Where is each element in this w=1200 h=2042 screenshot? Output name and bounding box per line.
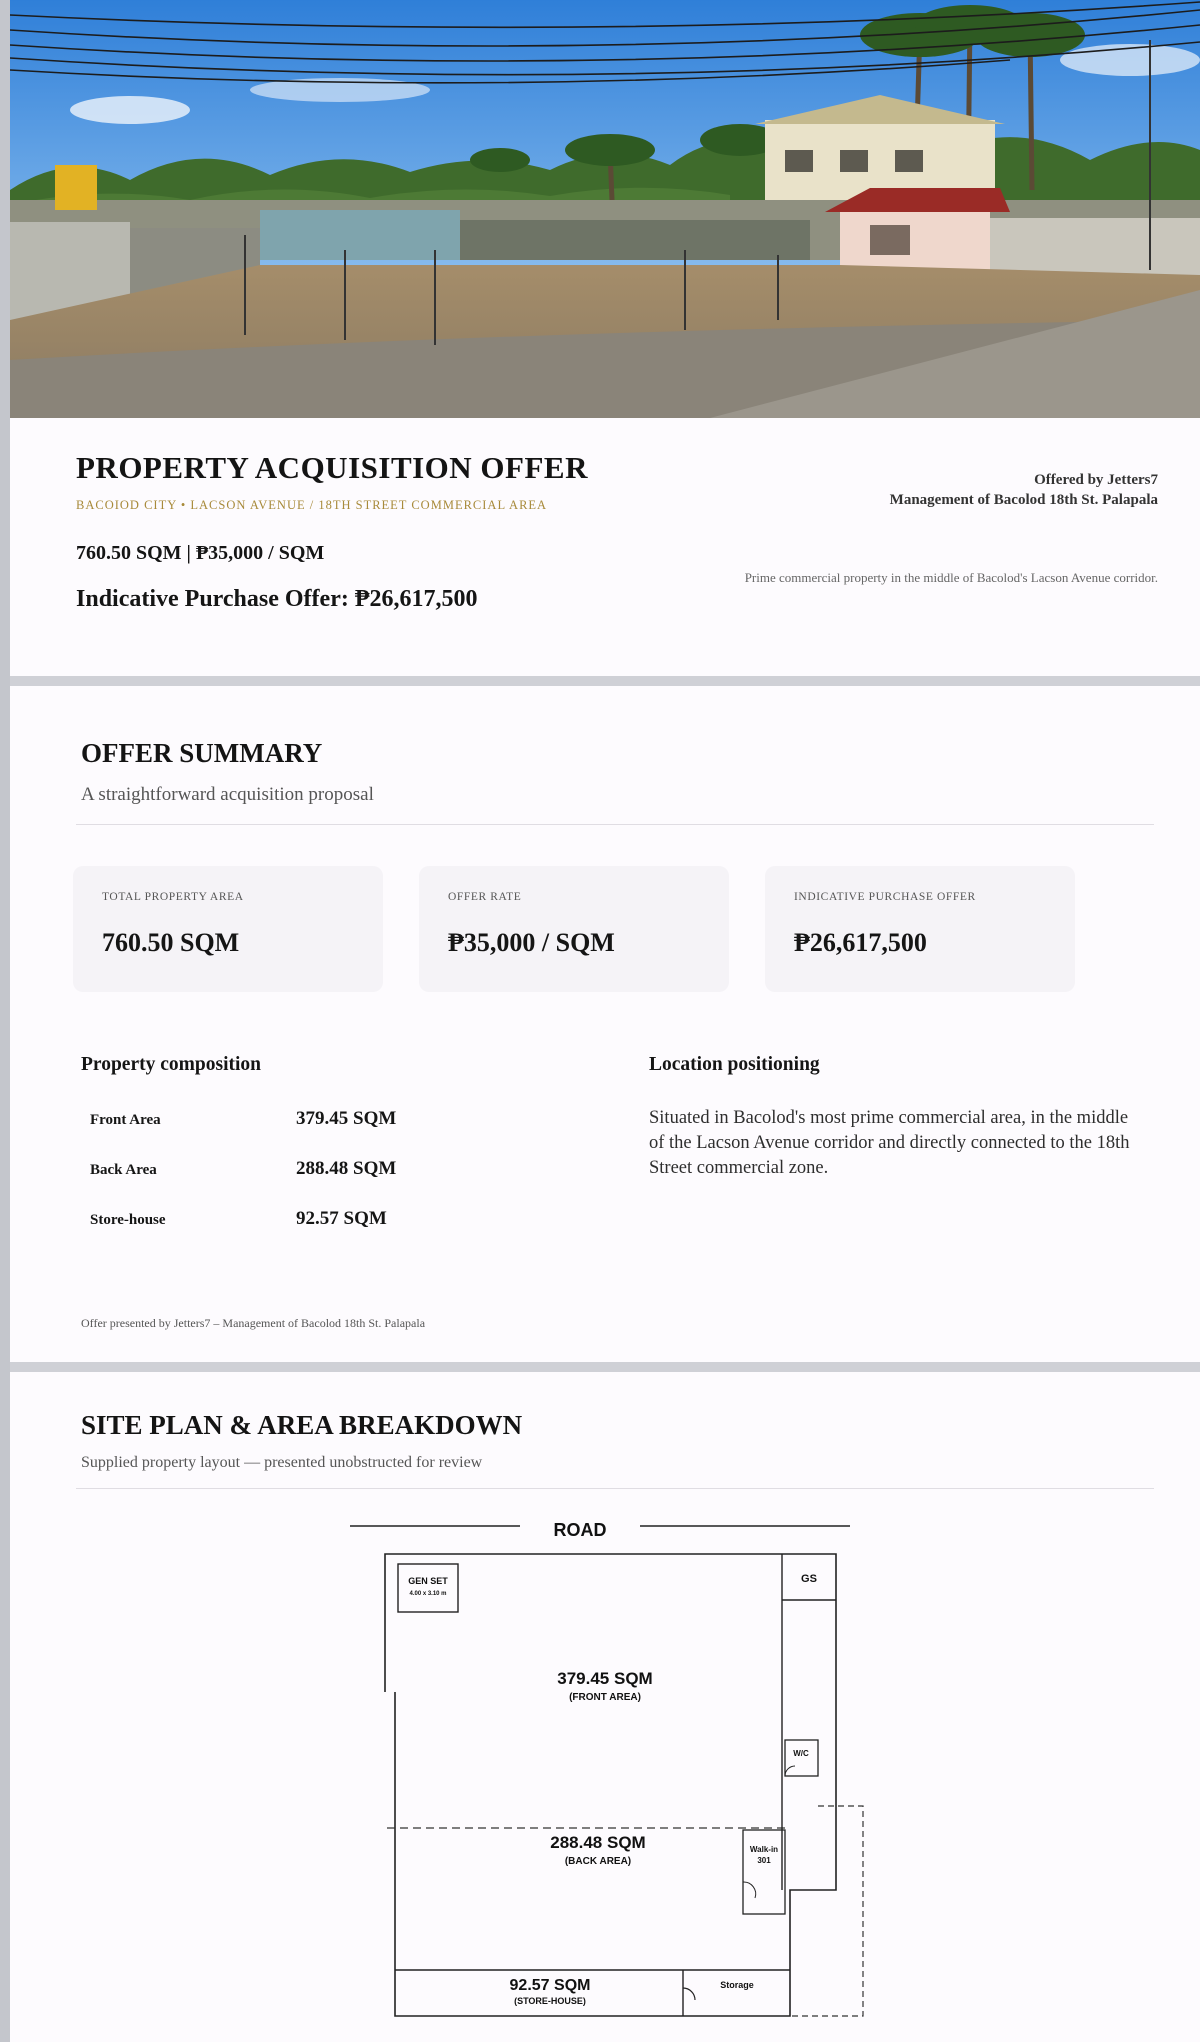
- genset-box: [398, 1564, 458, 1612]
- back-area-value: 288.48 SQM: [550, 1833, 646, 1852]
- divider: [76, 824, 1154, 825]
- stat-purchase-offer: [765, 866, 1075, 992]
- stat-value: 760.50 SQM: [102, 928, 240, 957]
- area-rate-line: 760.50 SQM | ₱35,000 / SQM: [76, 542, 325, 564]
- site-plan-subtitle: Supplied property layout — presented unobstructed for review: [81, 1454, 483, 1471]
- genset-label: GEN SET: [408, 1576, 448, 1586]
- genset-dims: 4.00 x 3.10 m: [409, 1591, 447, 1597]
- gs-label: GS: [801, 1573, 817, 1585]
- composition-value: 379.45 SQM: [296, 1108, 397, 1129]
- storage-door: [683, 1988, 695, 2000]
- location-heading: Location positioning: [649, 1054, 820, 1075]
- stat-label: TOTAL PROPERTY AREA: [102, 891, 244, 903]
- composition-value: 92.57 SQM: [296, 1208, 387, 1229]
- page-title: PROPERTY ACQUISITION OFFER: [76, 450, 588, 485]
- tagline: Prime commercial property in the middle of Bacolod's Lacson Avenue corridor.: [744, 570, 1158, 585]
- divider: [76, 1488, 1154, 1489]
- offer-summary-card: [10, 686, 1200, 1362]
- composition-heading: Property composition: [81, 1054, 261, 1075]
- walkin-box: [743, 1830, 785, 1914]
- store-area-value: 92.57 SQM: [509, 1977, 591, 1994]
- footnote: Offer presented by Jetters7 – Management of Bacolod 18th St. Palapala: [81, 1316, 426, 1330]
- composition-label: Front Area: [90, 1112, 161, 1128]
- front-area-value: 379.45 SQM: [557, 1669, 653, 1688]
- wc-door: [785, 1766, 795, 1776]
- walkin-label: Walk-in: [749, 1845, 779, 1854]
- offered-by: [838, 470, 1158, 510]
- walkin-door: [743, 1882, 756, 1898]
- store-area-label: (STORE-HOUSE): [514, 1996, 586, 2006]
- lot-outline: [385, 1554, 836, 2016]
- left-edge: [0, 0, 10, 2042]
- road-label: ROAD: [553, 1520, 607, 1540]
- composition-label: Back Area: [90, 1162, 157, 1178]
- site-plan-drawing: [340, 1502, 880, 2022]
- dashed-extension: [790, 1806, 863, 2016]
- offered-by-name: Offered by Jetters7: [1034, 472, 1158, 488]
- offered-by-org: Management of Bacolod 18th St. Palapala: [889, 492, 1158, 508]
- offer-header-card: [10, 418, 1200, 676]
- site-plan-title: SITE PLAN & AREA BREAKDOWN: [81, 1410, 523, 1440]
- stat-label: OFFER RATE: [448, 891, 522, 903]
- stat-label: INDICATIVE PURCHASE OFFER: [794, 891, 976, 903]
- location-text: Situated in Bacolod's most prime commercial area, in the middle of the Lacson Avenue corridor and directly connected to the 18th Street commercial zone.: [649, 1108, 1130, 1178]
- indicative-offer-line: Indicative Purchase Offer: ₱26,617,500: [76, 586, 478, 612]
- composition-value: 288.48 SQM: [296, 1158, 397, 1179]
- property-photo: [10, 0, 1200, 418]
- stat-value: ₱35,000 / SQM: [448, 928, 615, 957]
- summary-subtitle: A straightforward acquisition proposal: [81, 784, 374, 805]
- storage-label: Storage: [720, 1980, 754, 1990]
- back-area-label: (BACK AREA): [564, 1856, 632, 1867]
- stat-offer-rate: [419, 866, 729, 992]
- front-area-label: (FRONT AREA): [569, 1692, 641, 1703]
- wc-label: W/C: [793, 1749, 809, 1758]
- wc-box: [785, 1740, 818, 1776]
- summary-title: OFFER SUMMARY: [81, 738, 323, 768]
- site-plan-card: [10, 1372, 1200, 2042]
- composition-label: Store-house: [90, 1212, 166, 1228]
- location-line: BACOIOD CITY • LACSON AVENUE / 18TH STREET COMMERCIAL AREA: [76, 498, 548, 512]
- walkin-number: 301: [757, 1856, 771, 1865]
- stat-total-area: [73, 866, 383, 992]
- stat-value: ₱26,617,500: [794, 928, 927, 957]
